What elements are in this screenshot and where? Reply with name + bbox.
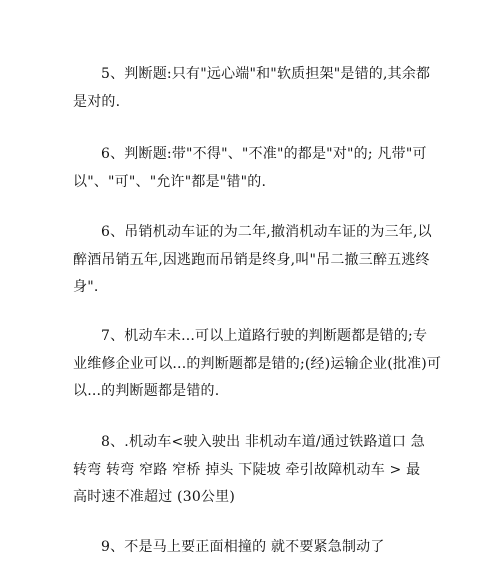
paragraph-6a-line-2: 以"、"可"、"允许"都是"错"的. [73,174,267,190]
paragraph-5-line-2: 是对的. [73,94,121,110]
paragraph-8-line-2: 转弯 转弯 窄路 窄桥 掉头 下陡坡 牵引故障机动车 > 最 [73,462,421,478]
paragraph-6b-line-2: 醉酒吊销五年,因逃跑而吊销是终身,叫"吊二撤三醉五逃终 [73,252,430,268]
paragraph-5-line-1: 5、判断题:只有"远心端"和"软质担架"是错的,其余都 [101,66,431,82]
paragraph-6b-line-1: 6、吊销机动车证的为二年,撤消机动车证的为三年,以 [101,224,432,240]
paragraph-6b-line-3: 身". [73,279,99,295]
paragraph-9-line-1: 9、不是马上要正面相撞的 就不要紧急制动了 [101,539,385,555]
paragraph-8-line-1: 8、.机动车<驶入驶出 非机动车道/通过铁路道口 急 [101,434,425,450]
paragraph-7-line-3: 以...的判断题都是错的. [73,383,220,399]
paragraph-7-line-2: 业维修企业可以...的判断题都是错的;(经)运输企业(批准)可 [73,356,442,372]
paragraph-8-line-3: 高时速不准超过 (30公里) [73,489,235,505]
paragraph-6a-line-1: 6、判断题:带"不得"、"不准"的都是"对"的; 凡带"可 [101,146,427,162]
paragraph-7-line-1: 7、机动车未...可以上道路行驶的判断题都是错的;专 [101,328,428,344]
